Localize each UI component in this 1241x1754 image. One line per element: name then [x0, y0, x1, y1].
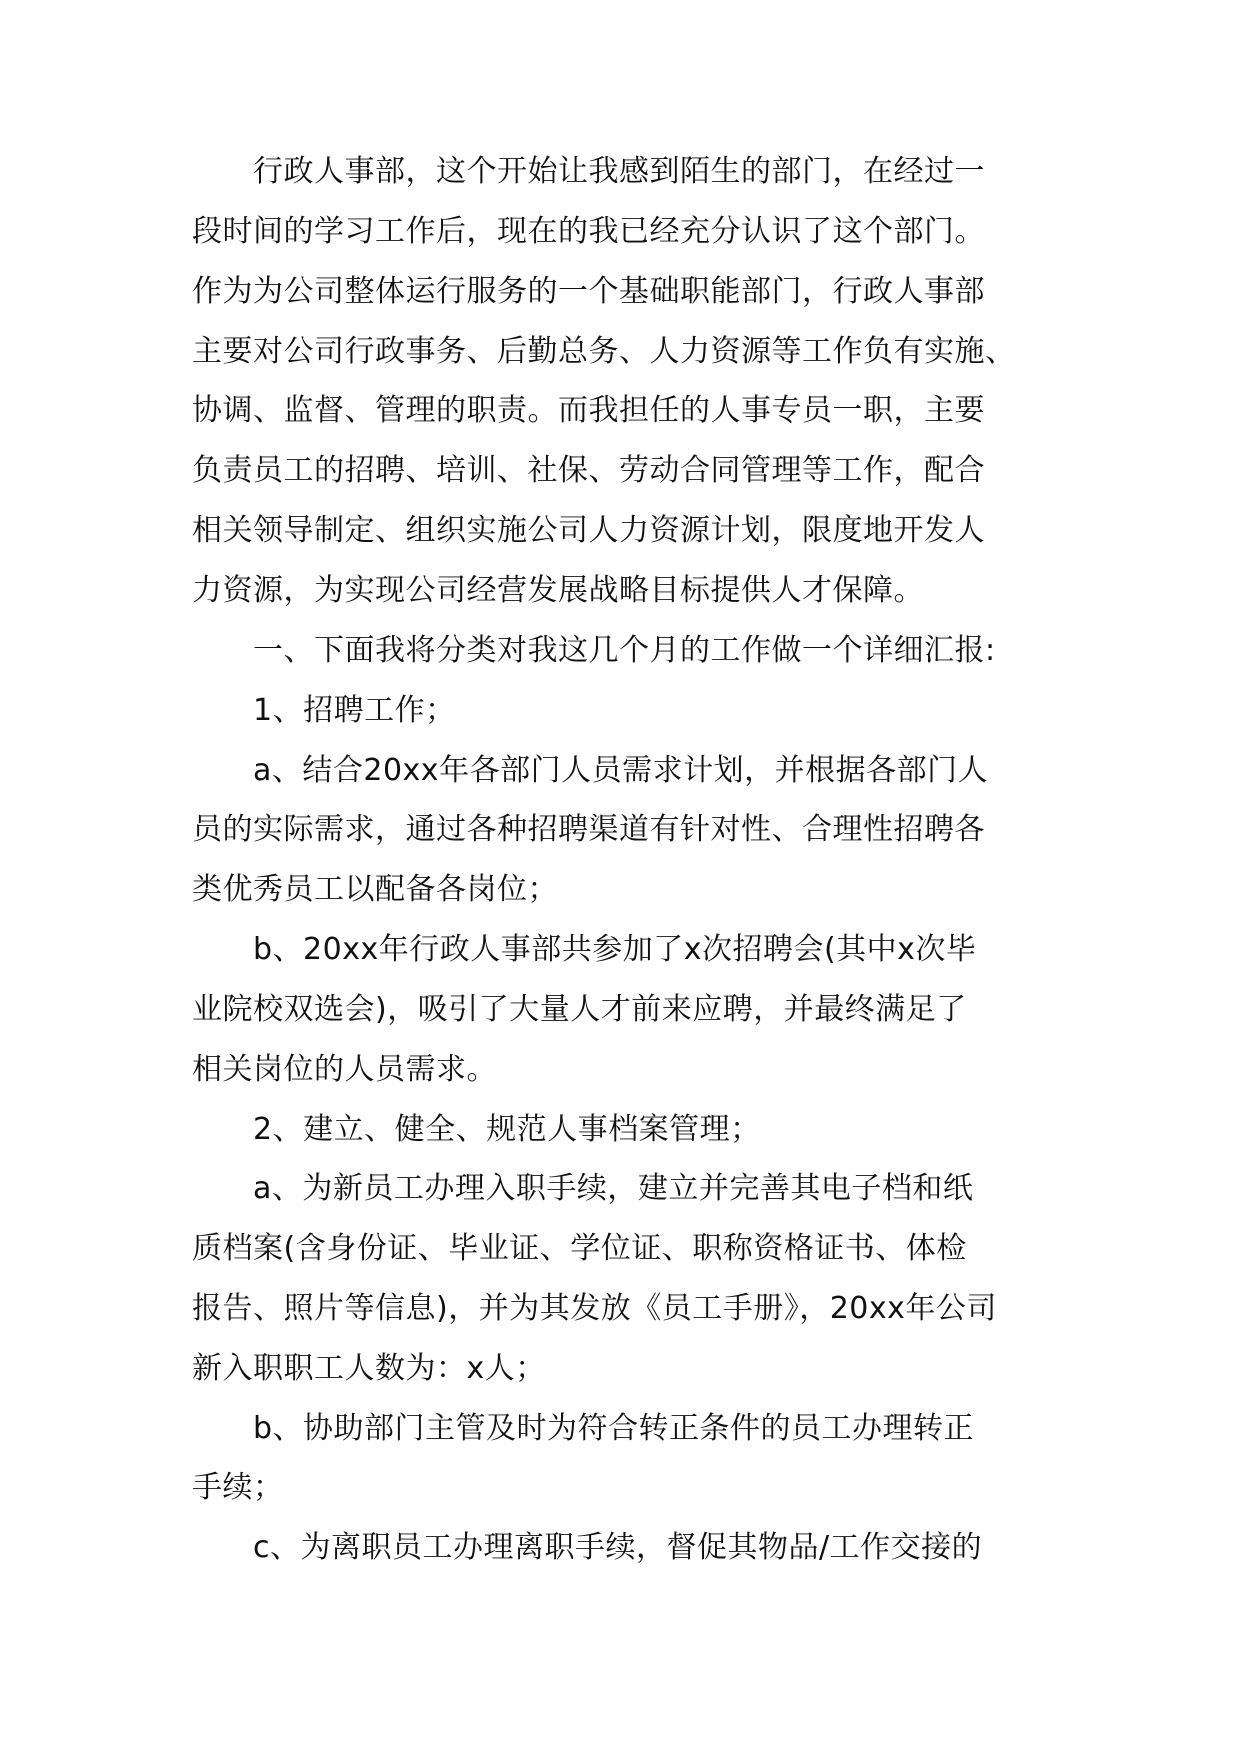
subsection-heading: 2、建立、健全、规范人事档案管理；	[253, 1112, 761, 1147]
paragraph-line: 员的实际需求，通过各种招聘渠道有针对性、合理性招聘各	[192, 812, 985, 847]
paragraph-line: 报告、照片等信息)，并为其发放《员工手册》，20xx年公司	[192, 1291, 997, 1326]
paragraph-line: 协调、监督、管理的职责。而我担任的人事专员一职，主要	[192, 393, 985, 428]
paragraph-line: 新入职职工人数为：x人；	[192, 1351, 546, 1386]
paragraph-line: 段时间的学习工作后，现在的我已经充分认识了这个部门。	[192, 214, 985, 249]
paragraph-line: 质档案(含身份证、毕业证、学位证、职称资格证书、体检	[192, 1231, 967, 1266]
paragraph-line: 行政人事部，这个开始让我感到陌生的部门，在经过一	[253, 154, 985, 189]
paragraph-line: 相关领导制定、组织实施公司人力资源计划，限度地开发人	[192, 513, 985, 548]
subsection-heading: 1、招聘工作；	[253, 693, 456, 728]
paragraph-line: a、结合20xx年各部门人员需求计划，并根据各部门人	[253, 753, 989, 788]
paragraph-line: 类优秀员工以配备各岗位；	[192, 872, 558, 907]
paragraph-line: b、20xx年行政人事部共参加了x次招聘会(其中x次毕	[253, 932, 977, 967]
paragraph-line: 相关岗位的人员需求。	[192, 1052, 497, 1087]
paragraph-line: 手续；	[192, 1470, 284, 1505]
section-heading: 一、下面我将分类对我这几个月的工作做一个详细汇报:	[253, 633, 996, 668]
paragraph-line: 负责员工的招聘、培训、社保、劳动合同管理等工作，配合	[192, 453, 985, 488]
paragraph-line: 主要对公司行政事务、后勤总务、人力资源等工作负有实施、	[192, 334, 1016, 369]
paragraph-line: a、为新员工办理入职手续，建立并完善其电子档和纸	[253, 1171, 974, 1206]
paragraph-line: 业院校双选会)，吸引了大量人才前来应聘，并最终满足了	[192, 992, 967, 1027]
paragraph-line: b、协助部门主管及时为符合转正条件的员工办理转正	[253, 1411, 975, 1446]
paragraph-line: c、为离职员工办理离职手续，督促其物品/工作交接的	[253, 1530, 983, 1565]
paragraph-line: 力资源，为实现公司经营发展战略目标提供人才保障。	[192, 573, 924, 608]
paragraph-line: 作为为公司整体运行服务的一个基础职能部门，行政人事部	[192, 274, 985, 309]
